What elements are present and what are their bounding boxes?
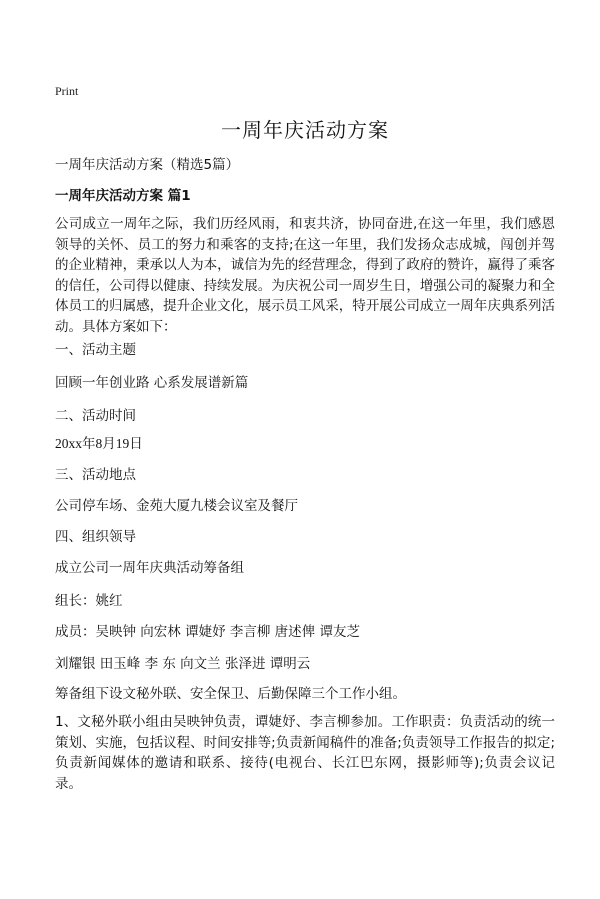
organization-text: 成立公司一周年庆典活动筹备组 bbox=[55, 560, 244, 576]
group-members-line-1: 成员：吴映钟 向宏林 谭婕妤 李言柳 唐述俾 谭友芝 bbox=[55, 624, 360, 640]
document-subtitle: 一周年庆活动方案（精选5篇） bbox=[55, 157, 240, 173]
heading-activity-theme: 一、活动主题 bbox=[55, 342, 136, 358]
print-label: Print bbox=[55, 84, 79, 98]
section-heading: 一周年庆活动方案 篇1 bbox=[55, 188, 191, 204]
secretariat-paragraph: 1、文秘外联小组由吴映钟负责，谭婕妤、李言柳参加。工作职责：负责活动的统一策划、实施，包括议程、时间安排等;负责新闻稿件的准备;负责领导工作报告的拟定;负责新闻媒体的邀请和联系、接待(电视台、长江巴东网，摄影师等);负责会议记录。 bbox=[55, 714, 555, 792]
heading-organization: 四、组织领导 bbox=[55, 529, 136, 545]
group-members-line-2: 刘耀银 田玉峰 李 东 向文兰 张泽进 谭明云 bbox=[55, 656, 311, 672]
page-title: 一周年庆活动方案 bbox=[221, 118, 389, 142]
activity-theme-text: 回顾一年创业路 心系发展谱新篇 bbox=[55, 375, 249, 391]
activity-location-text: 公司停车场、金苑大厦九楼会议室及餐厅 bbox=[55, 498, 298, 514]
activity-time-text: 20xx年8月19日 bbox=[55, 436, 143, 451]
group-leader: 组长：姚红 bbox=[55, 593, 123, 609]
heading-activity-location: 三、活动地点 bbox=[55, 467, 136, 483]
working-groups-text: 筹备组下设文秘外联、安全保卫、后勤保障三个工作小组。 bbox=[55, 686, 406, 702]
intro-paragraph: 公司成立一周年之际，我们历经风雨，和衷共济，协同奋进,在这一年里，我们感恩领导的关怀、员工的努力和乘客的支持;在这一年里，我们发扬众志成城，闯创并驾的企业精神，秉承以人为本，诚信为先的经营理念，得到了政府的赞许，赢得了乘客的信任，公司得以健康、持续发展。为庆祝公司一周岁生日，增强公司的凝聚力和全体员工的归属感，提升企业文化，展示员工风采，特开展公司成立一周年庆典系列活动。具体方案如下： bbox=[55, 216, 555, 335]
heading-activity-time: 二、活动时间 bbox=[55, 408, 136, 424]
